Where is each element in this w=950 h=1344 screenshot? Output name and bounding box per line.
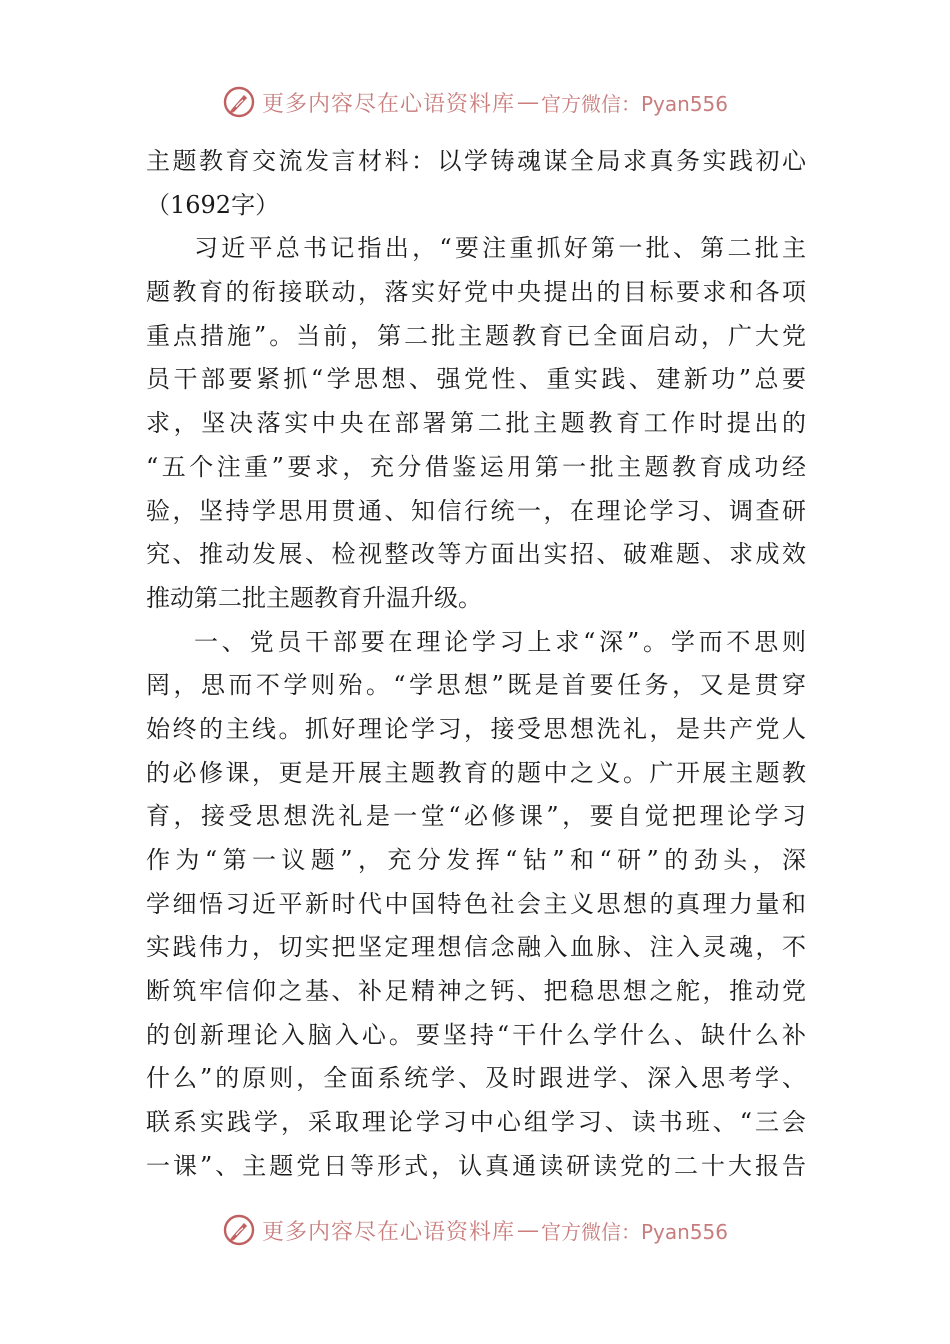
watermark-text: 更多内容尽在心语资料库 [261, 1219, 515, 1245]
paragraph-line: 一课”、主题党日等形式，认真通读研读党的二十大报告 [146, 1151, 806, 1180]
paragraph-1 [146, 227, 806, 620]
pen-logo-icon [222, 85, 256, 119]
paragraph-2 [146, 621, 806, 1189]
paragraph-line: 的必修课，更是开展主题教育的题中之义。广开展主题教 [146, 758, 806, 787]
watermark-contact: 官方微信：Pyan556 [541, 1219, 729, 1244]
pen-logo-icon [222, 1213, 256, 1247]
document-body [146, 140, 806, 1189]
watermark-separator: — [517, 89, 539, 115]
paragraph-line: 罔，思而不学则殆。“学思想”既是首要任务，又是贯穿 [146, 671, 806, 700]
paragraph-line: 什么”的原则，全面系统学、及时跟进学、深入思考学、 [146, 1064, 806, 1093]
paragraph-line: 究、推动发展、检视整改等方面出实招、破难题、求成效 [146, 540, 806, 569]
watermark-text: 更多内容尽在心语资料库 [261, 91, 515, 117]
paragraph-line: 始终的主线。抓好理论学习，接受思想洗礼，是共产党人 [146, 714, 806, 743]
paragraph-line: 作为“第一议题”，充分发挥“钻”和“研”的劲头，深 [146, 846, 806, 874]
title-line-1: 主题教育交流发言材料：以学铸魂谋全局求真务实践初心 [146, 147, 806, 175]
paragraph-line: 重点措施”。当前，第二批主题教育已全面启动，广大党 [146, 321, 806, 350]
paragraph-line: 一、党员干部要在理论学习上求“深”。学而不思则 [194, 627, 806, 656]
paragraph-line: 求，坚决落实中央在部署第二批主题教育工作时提出的 [146, 409, 806, 438]
paragraph-line: 验，坚持学思用贯通、知信行统一，在理论学习、调查研 [146, 496, 806, 525]
watermark-banner-top [0, 82, 950, 122]
paragraph-line: “五个注重”要求，充分借鉴运用第一批主题教育成功经 [146, 452, 806, 481]
paragraph-line: 题教育的衔接联动，落实好党中央提出的目标要求和各项 [146, 278, 806, 307]
paragraph-line: 的创新理论入脑入心。要坚持“干什么学什么、缺什么补 [146, 1020, 806, 1049]
paragraph-line: 断筑牢信仰之基、补足精神之钙、把稳思想之舵，推动党 [146, 977, 806, 1006]
title-line-2: （1692字） [146, 190, 280, 219]
paragraph-line: 推动第二批主题教育升温升级。 [146, 583, 482, 612]
paragraph-line: 育，接受思想洗礼是一堂“必修课”，要自觉把理论学习 [146, 802, 806, 831]
watermark-separator: — [517, 1217, 539, 1243]
watermark-banner-bottom [0, 1210, 950, 1250]
paragraph-line: 习近平总书记指出，“要注重抓好第一批、第二批主 [194, 234, 806, 263]
paragraph-line: 实践伟力，切实把坚定理想信念融入血脉、注入灵魂，不 [146, 933, 806, 962]
paragraph-line: 联系实践学，采取理论学习中心组学习、读书班、“三会 [146, 1108, 806, 1137]
paragraph-line: 员干部要紧抓“学思想、强党性、重实践、建新功”总要 [146, 365, 806, 394]
paragraph-line: 学细悟习近平新时代中国特色社会主义思想的真理力量和 [146, 889, 806, 918]
watermark-contact: 官方微信：Pyan556 [541, 91, 729, 116]
